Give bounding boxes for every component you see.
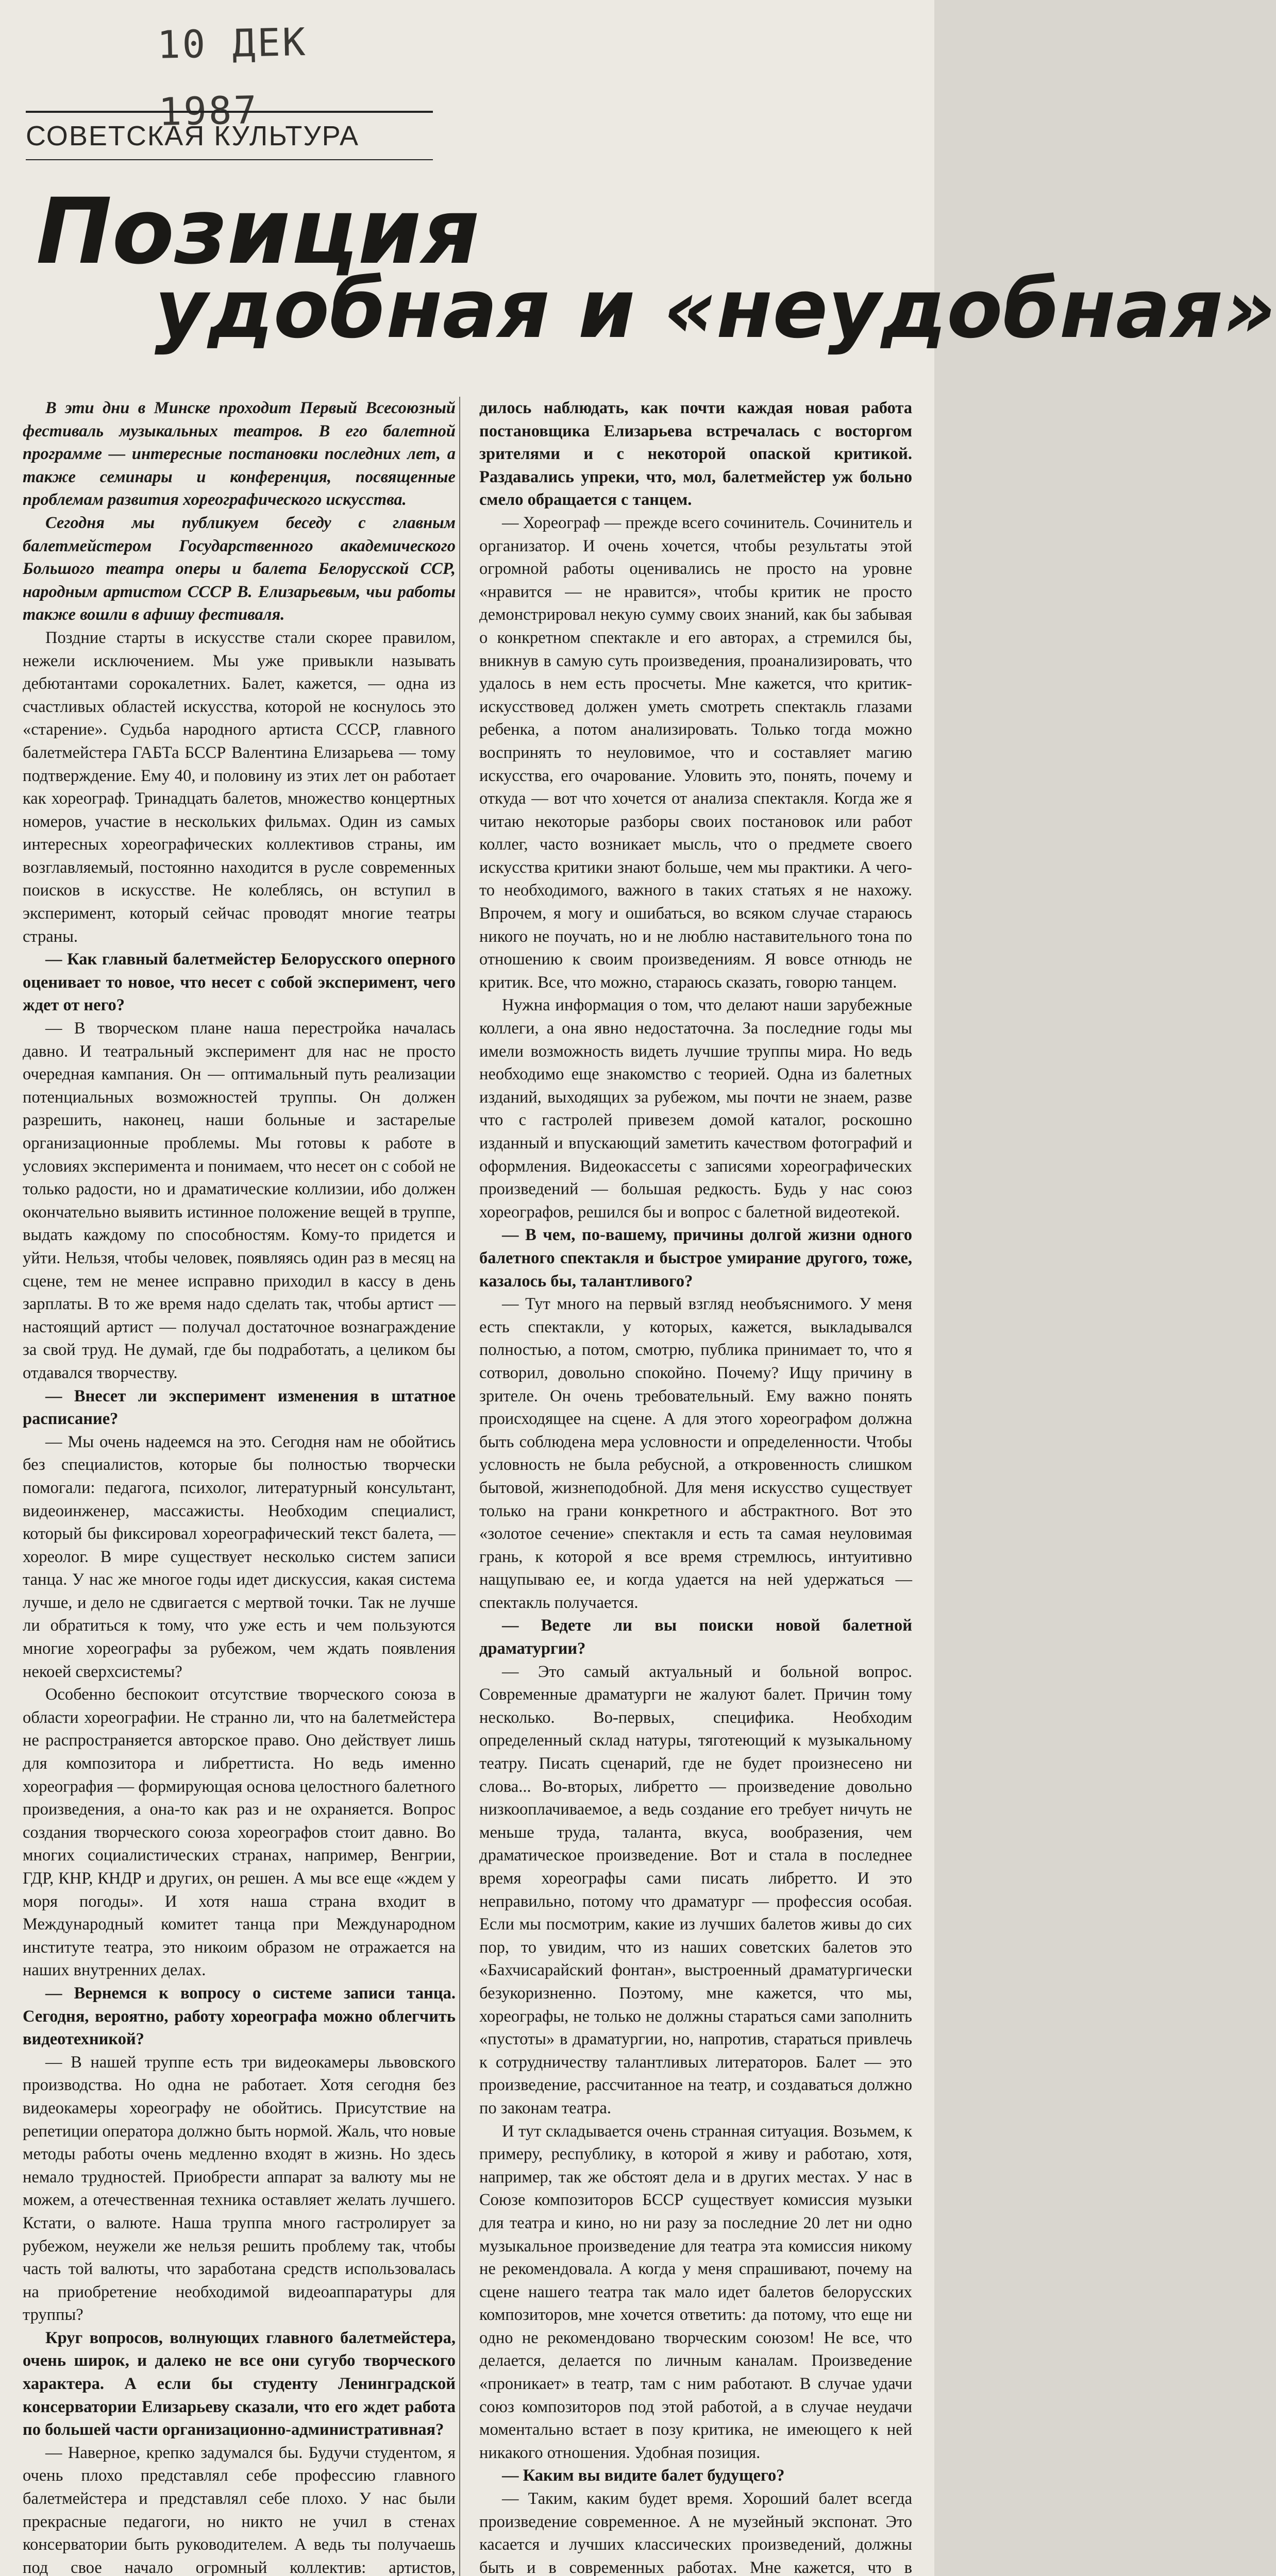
newspaper-title: СОВЕТСКАЯ КУЛЬТУРА: [26, 111, 433, 160]
interview-paragraph: — Мы очень надеемся на это. Сегодня нам не обойтись без специалистов, которые бы полностью творчески помогали: педагога, психолог, литературный консультант, видеоинженер, массажисты. Необходим специалист, который бы фиксировал хореографический текст балета, — хореолог. В мире существует несколько систем записи танца. У нас же многое годы идет дискуссия, какая система лучше, и дело не сдвигается с мертвой точки. Так не лучше ли обратиться к тому, что уже есть и чем пользуются многие хореографы за рубежом, чем ждать появления некоей сверхсистемы?: [23, 1432, 456, 1681]
interview-paragraph: Особенно беспокоит отсутствие творческого союза в области хореографии. Не странно ли, что на балетмейстера не распространяется авторское право. Оно действует лишь для композитора и либреттиста. Но ведь именно хореография — формирующая основа целостного балетного произведения, а она-то как раз и не охраняется. Вопрос создания творческого союза хореографов стоит давно. Во многих социалистических странах, например, Венгрии, ГДР, КНР, КНДР и других, он решен. А мы все еще «ждем у моря погоды». И хотя наша страна входит в Международный комитет танца при Международном институте театра, это никоим образом не отражается на наших внутренних делах.: [23, 1685, 456, 1980]
interview-paragraph: И тут складывается очень странная ситуация. Возьмем, к примеру, республику, в которой я живу и работаю, хотя, например, так же обстоят дела и в других местах. У нас в Союзе композиторов БССР существует комиссия музыки для театра и кино, но ни разу за последние 20 лет ни одно музыкальное произведение для театра эта комиссия никому не рекомендовала. А когда у меня спрашивают, почему на сцене нашего театра так мало идет балетов белорусских композиторов, мне хочется ответить: да потому, что еще ни одно не рекомендовано творческим союзом! Не все, что делается, делается по личным каналам. Произведение «проникает» в театр, там с ним работают. В случае удачи союз композиторов под этой работой, а в случае неудачи моментально встает в позу критика, не имеющего к ней никакого отношения. Удобная позиция.: [479, 2122, 912, 2462]
interview-question-continued: дилось наблюдать, как почти каждая новая работа постановщика Елизарьева встречалась с восторгом зрителями и с некоторой опаской критикой. Раздавались упреки, что, мол, балетмейстер уж больно смело обращается с танцем.: [479, 399, 912, 510]
interview-paragraph: — Таким, каким будет время. Хороший балет всегда произведение современное. А не музейный экспонат. Это касается и лучших классических произведений, должны быть и в современных работах. Мне кажется, что в: [479, 2489, 912, 2576]
interview-paragraph: — Это самый актуальный и больной вопрос. Современные драматурги не жалуют балет. Причин тому несколько. Во-первых, специфика. Необходим определенный склад натуры, тяготеющий к музыкальному театру. Писать сценарий, где не будет произнесено ни слова... Во-вторых, либретто — произведение довольно низкооплачиваемое, а ведь создание его требует ничуть не меньше труда, таланта, вкуса, вообразения, чем драматическое произведение. Вот и стала в последнее время хореографы сами писать либретто. И это неправильно, потому что драматург — профессия особая. Если мы посмотрим, какие из лучших балетов живы до сих пор, то увидим, что из наших советских балетов это «Бахчисарайский фонтан», выстроенный драматургически безукоризненно. Поэтому, мне кажется, что мы, хореографы, не только не должны стараться сами заполнить «пустоты» в драматургии, но, напротив, стараться привлечь к сотрудничеству талантливых литераторов. Балет — это произведение, рассчитанное на театр, и создаваться должно по законам театра.: [479, 1662, 912, 2117]
interview-question: — Как главный балетмейстер Белорусского оперного оценивает то новое, что несет с собой эксперимент, чего ждет от него?: [23, 950, 456, 1015]
interview-question: — Каким вы видите балет будущего?: [502, 2466, 785, 2485]
left-column-body: [23, 626, 456, 2576]
interview-paragraph: — Тут много на первый взгляд необъяснимого. У меня есть спектакли, у которых, кажется, выкладывался полностью, а потом, смотрю, публика принимает то, что я сотворил, довольно спокойно. Почему? Ищу причину в зрителе. Он очень требовательный. Ему важно понять происходящее на сцене. А для этого хореографом должна быть соблюдена мера условности и определенности. Чтобы условность не была ребусной, а откровенность слишком бытовой, жизнеподобной. Для меня искусство существует только на грани конкретного и абстрактного. Вот это «золотое сечение» спектакля и есть та самая неуловимая грань, к которой я все время стремлюсь, интуитивно нащупываю ее, и когда удается на ней удержаться — спектакль получается.: [479, 1295, 912, 1612]
interview-paragraph: — Хореограф — прежде всего сочинитель. Сочинитель и организатор. И очень хочется, чтобы результаты этой огромной работы оценивались не просто на уровне «нравится — не нравится», чтобы критик не просто демонстрировал некую сумму своих знаний, как бы забывая о конкретном спектакле и его авторах, а стремился бы, вникнув в самую суть произведения, проанализировать, что удалось в нем есть просчеты. Мне кажется, что критик-искусствовед должен уметь смотреть спектакль глазами ребенка, а потом анализировать. Только тогда можно воспринять то неуловимое, что и составляет магию искусства, его очарование. Уловить это, понять, почему и откуда — вот что хочется от анализа спектакля. Когда же я читаю некоторые разборы своих постановок или работ коллег, часто возникает мысль, что о предмете своего искусства критики знают больше, чем мы практики. А чего-то необходимого, важного в таких статьях я не нахожу. Впрочем, я могу и ошибаться, во всяком случае стараюсь никого не поучать, но и не люблю наставительного тона по отношению к своим произведениям. Я вовсе отнюдь не критик. Все, что можно, стараюсь сказать, говорю танцем.: [479, 513, 912, 992]
interview-question: — Ведете ли вы поиски новой балетной драматургии?: [479, 1616, 912, 1658]
interview-question: — В чем, по-вашему, причины долгой жизни одного балетного спектакля и быстрое умирание другого, тоже, казалось бы, талантливого?: [479, 1226, 912, 1291]
intro-paragraph: В эти дни в Минске проходит Первый Всесоюзный фестиваль музыкальных театров. В его балетной программе — интересные постановки последних лет, а также семинары и конференция, посвященные проблемам развития хореографического искусства.: [23, 399, 456, 510]
interview-question: Круг вопросов, волнующих главного балетмейстера, очень широк, и далеко не все они сугубо творческого характера. А если бы студенту Ленинградской консерватории Елизарьеву сказали, что его ждет работа по большей части организационно-административная?: [23, 2328, 456, 2439]
article-column-left: [23, 397, 456, 2576]
interview-question: — Внесет ли эксперимент изменения в штатное расписание?: [23, 1386, 456, 1429]
interview-paragraph: — Наверное, крепко задумался бы. Будучи студентом, я очень плохо представлял себе профессию главного балетмейстера и представлял себе плохо. У нас были прекрасные педагоги, но никто не учил в стенах консерватории быть руководителем. А ведь ты получаешь под свое начало огромный коллектив: артистов,: [23, 2443, 456, 2576]
interview-paragraph: Поздние старты в искусстве стали скорее правилом, нежели исключением. Мы уже привыкли называть дебютантами сорокалетних. Балет, кажется, — одна из счастливых областей искусства, которой не коснулось это «старение». Судьба народного артиста СССР, главного балетмейстера ГАБТа БССР Валентина Елизарьева — тому подтверждение. Ему 40, и половину из этих лет он работает как хореограф. Тринадцать балетов, множество концертных номеров, участие в нескольких фильмах. Один из самых интересных хореографических коллективов страны, им возглавляемый, постоянно находится в русле современных поисков в искусстве. Не колеблясь, он вступил в эксперимент, который сейчас проводят многие театры страны.: [23, 628, 456, 946]
headline-line-2: удобная и «неудобная»: [155, 262, 1276, 357]
article-column-right: [479, 397, 912, 2576]
column-divider: [459, 397, 460, 2576]
interview-question: — Вернемся к вопросу о системе записи танца. Сегодня, вероятно, работу хореографа можно облегчить видеотехникой?: [23, 1984, 456, 2049]
headline-line-1: Позиция: [36, 179, 480, 284]
right-column-body: [479, 397, 912, 2576]
interview-paragraph: — В творческом плане наша перестройка началась давно. И театральный эксперимент для нас не просто очередная кампания. Он — оптимальный путь реализации потенциальных возможностей труппы. Он должен разрешить, наконец, наши больные и застарелые организационные проблемы. Мы готовы к работе в условиях эксперимента и понимаем, что несет он с собой не только радости, но и драматические коллизии, ибо должен окончательно выявить истинное положение вещей в труппе, выдать каждому по способностям. Кому-то придется и уйти. Нельзя, чтобы человек, появляясь один раз в месяц на сцене, тем не менее исправно приходил в кассу в день зарплаты. В то же время надо сделать так, чтобы артист — настоящий артист — получал достаточное вознаграждение за свой труд. Не думай, где бы подработать, а целиком бы отдавался творчеству.: [23, 1019, 456, 1382]
intro-paragraph: Сегодня мы публикуем беседу с главным балетмейстером Государственного академического Большого театра оперы и балета Белорусской ССР, народным артистом СССР В. Елизарьевым, чьи работы также вошли в афишу фестиваля.: [23, 513, 456, 624]
date-stamp: 10 ДЕК 1987: [157, 20, 308, 134]
interview-paragraph: — В нашей труппе есть три видеокамеры львовского производства. Но одна не работает. Хотя сегодня без видеокамеры хореографу не обойтись. Присутствие на репетиции оператора должно быть нормой. Жаль, что новые методы работы очень медленно входят в жизнь. Но здесь немало трудностей. Приобрести аппарат за валюту мы не можем, а отечественная техника оставляет желать лучшего. Кстати, о валюте. Наша труппа много гастролирует за рубежом, неужели же нельзя решить проблему так, чтобы часть той валюты, что заработана средств использовалась на приобретение необходимой видеоаппаратуры для труппы?: [23, 2053, 456, 2325]
interview-paragraph: Нужна информация о том, что делают наши зарубежные коллеги, а она явно недостаточна. За последние годы мы имели возможность видеть лучшие труппы мира. Но ведь необходимо еще знакомство с теорией. Одна из балетных изданий, выходящих за рубежом, мы почти не знаем, разве что с гастролей привезем домой каталог, роскошно изданный и впускающий заметить качеством фотографий и оформления. Видеокассеты с записями хореографических произведений — большая редкость. Будь у нас союз хореографов, решился бы и вопрос с балетной видеотекой.: [479, 996, 912, 1222]
headline: [36, 179, 1276, 357]
